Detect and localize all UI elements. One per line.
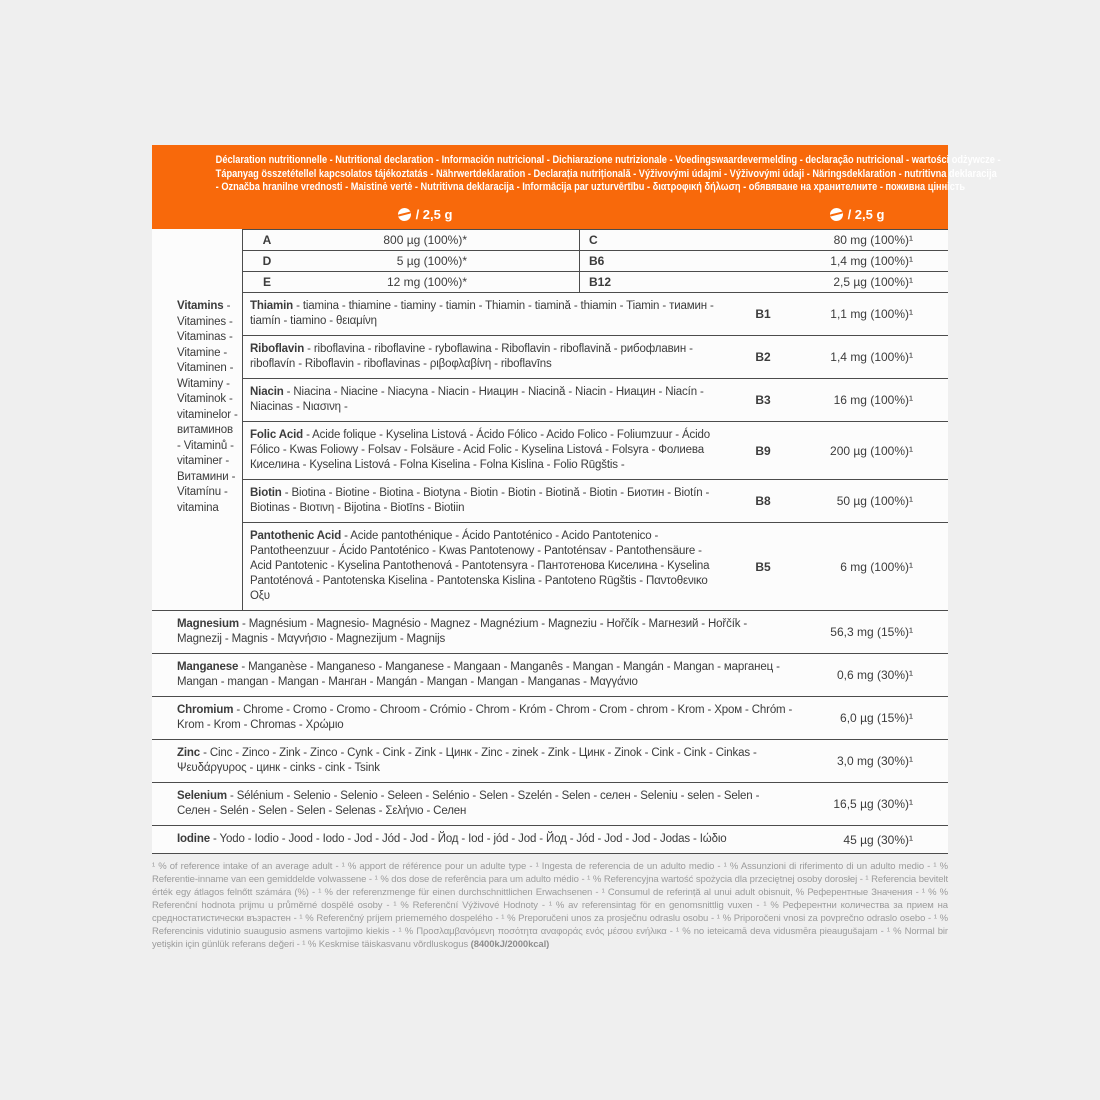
vitamin-e-cell [243,272,579,292]
vitamin-code: D [262,254,272,268]
header-lines [152,145,1001,195]
vitamin-value: 1,1 mg (100%)¹ [830,307,913,321]
mineral-names [152,697,798,739]
vitamin-value: 1,4 mg (100%)¹ [830,254,913,268]
mineral-row-manganese [152,654,948,697]
mineral-value: 3,0 mg (30%)¹ [836,754,913,768]
vitamin-code: B8 [755,494,771,508]
mineral-row-selenium [152,783,948,826]
vitamin-code: B2 [755,350,771,364]
vitamin-row-b9 [243,422,948,480]
mineral-name-bold: Manganese [177,661,239,673]
vitamin-code: B6 [589,254,605,268]
header-line-2: Tápanyag összetétellel kapcsolatos tájékoztatás - Nährwertdeklaration - Declarația nutrițională - Výživovými údajmi - Výživovými údaji - Näringsdeklaration - nutritivna deklaracija [215,167,997,180]
mineral-row-chromium [152,697,948,740]
vitamin-name-bold: Niacin [250,386,284,398]
vitamin-row-b2 [243,336,948,379]
vitamin-code: E [262,275,271,289]
vitamin-name-translations: - Acide pantothénique - Ácido Pantoténico - Acido Pantotenico - Pantotheenzuur - Ácido Pantoténico - Kwas Pantotenowy - Pantoténsav - Pantothensäure - Acid Pantotenic - Kyselina Pantothenová - Pantotensyra - Пантотенова Киселина - Kyselina Pantoténová - Pantotenska Kiselina - Pantotenska Kislina - Pantoteno Rūgštis - Παντοθενικο Οξυ [250,530,710,602]
vitamin-a-c-row [243,230,948,251]
vitamin-names [243,336,728,378]
mineral-value: 16,5 µg (30%)¹ [833,797,913,811]
serving-size-left-label: / 2,5 g [415,207,453,222]
vitamin-code: A [262,233,272,247]
vitamin-names [243,422,728,479]
tablet-icon [828,207,844,223]
vitamin-row-b1 [243,293,948,336]
vitamin-names [243,480,728,522]
vitamin-value: 2,5 µg (100%)¹ [833,275,913,289]
vitamin-value: 800 µg (100%)* [383,233,467,247]
vitamin-code: C [589,233,598,247]
vitamin-value: 1,4 mg (100%)¹ [830,350,913,364]
vitamin-a-cell [243,230,579,250]
serving-size-right [757,207,957,222]
vitamin-name-bold: Biotin [250,487,282,499]
vitamin-b12-cell [579,272,948,292]
vitamin-code: B12 [589,275,612,289]
vitamins-content-column [243,229,948,610]
nutrition-declaration-header [152,145,1001,229]
vitamin-code: B3 [755,393,771,407]
vitamins-label-rest: - Vitamines - Vitaminas - Vitamine - Vitaminen - Witaminy - Vitaminok - vitaminelor - витаминов - Vitaminů - vitaminer - Витамини - Vitamínu - vitamina [177,300,238,514]
mineral-names [152,740,798,782]
vitamin-value: 50 µg (100%)¹ [836,494,913,508]
vitamin-d-b6-row [243,251,948,272]
vitamin-code: B9 [755,443,771,458]
mineral-names [152,826,798,853]
mineral-name-bold: Selenium [177,790,227,802]
header-line-3: - Označba hranilne vrednosti - Maistinė vertė - Nutritivna deklaracija - Informācija par uzturvērtību - διατροφική δήλωση - обявяване на хранителните - поживна цінність [215,181,966,193]
vitamin-value: 6 mg (100%)¹ [840,559,913,574]
mineral-name-bold: Zinc [177,747,201,759]
vitamin-name-bold: Riboflavin [250,343,305,355]
vitamin-name-bold: Pantothenic Acid [250,530,342,542]
vitamin-name-translations: - tiamina - thiamine - tiaminy - tiamin - Thiamin - tiamină - thiamin - Tiamin - тиамин - tiamín - tiamino - θειαμίνη [250,300,714,327]
mineral-names [152,611,798,653]
footnote-text: ¹ % of reference intake of an average adult - ¹ % apport de référence pour un adulte type - ¹ Ingesta de referencia de un adulto medio - ¹ % Assunzioni di riferimento di un adulto medio - ¹ % Referentie-inname van een gemiddelde volwassene - ¹ % dos dose de referência para um adulto médio - ¹ % Referencyjna wartość spożycia dla przeciętnej osoby dorosłej - ¹ Referencia bevitelt érték egy átlagos felnőtt számára (%) - ¹ % der referenzmenge für einen durchschnittlichen Erwachsenen - ¹ Consumul de referință al unui adult obisnuit, % Референтные Значения - ¹ % % Referenční hodnota prijmu u průměrné dospělé osoby - ¹ % Referenční Výživové Hodnoty - ¹ % av referensintag för en genomsnittlig vuxen - ¹ % Референтни количества за прием на средностатистически възрастен - ¹ % Referenčný príjem priememého dospelého - ¹ % Preporučeni unos za prosječnu odraslu osobu - ¹ % Priporočeni vnosi za povprečno odraslo osebo - ¹ % Referencinis vidutinio suaugusio asmens vartojimo kiekis - ¹ % Προσλαμβανόμενη ποσότητα αναφοράς ενός μέσου ενήλικα - ¹ % no ieteicamā deva vidusmēra pieaugušajam - ¹ % Normal bir yetişkin için günlük referans değeri - ¹ % Keskmise täiskasvanu võrdluskogus [152,861,948,950]
mineral-name-bold: Magnesium [177,618,239,630]
vitamins-label-bold: Vitamins [177,300,224,312]
nutrition-table [152,229,948,854]
vitamin-row-b5 [243,523,948,610]
mineral-name-translations: - Magnésium - Magnesio- Magnésio - Magnez - Magnézium - Magneziu - Hořčík - Магнезий - Hořčík - Magnezij - Magnis - Μαγνήσιο - Magnezijum - Magnijs [177,618,748,645]
vitamin-name-bold: Folic Acid [250,429,304,441]
vitamin-name-bold: Thiamin [250,300,294,312]
vitamin-value: 200 µg (100%)¹ [830,443,913,458]
mineral-name-translations: - Sélénium - Selenio - Selenio - Seleen - Selénio - Selen - Szelén - Selen - селен - Seleniu - selen - Selen - Селен - Selén - Selen - Selen - Selenas - Σελήνιο - Селен [177,790,760,817]
vitamin-value: 16 mg (100%)¹ [833,393,913,407]
nutrition-label [152,145,1001,951]
vitamin-name-translations: - Acide folique - Kyselina Listová - Ácido Fólico - Acido Folico - Foliumzuur - Ácido Fólico - Kwas Foliowy - Folsav - Folsäure - Acid Folic - Kyselina Listová - Folsyra - Фолиева Киселина - Kyselina Listová - Folna Kiselina - Folna Kislina - Folio Rūgštis - [250,429,711,471]
vitamins-section [152,229,948,611]
minerals-section [152,611,948,854]
mineral-name-bold: Chromium [177,704,234,716]
vitamin-e-b12-row [243,272,948,293]
serving-size-right-label: / 2,5 g [847,207,885,222]
mineral-name-translations: - Chrome - Cromo - Cromo - Chroom - Crómio - Chrom - Króm - Chrom - Crom - chrom - Krom - Хром - Chróm - Krom - Krom - Chromas - Χρώμιο [177,704,793,731]
vitamin-row-b8 [243,480,948,523]
mineral-value: 6,0 µg (15%)¹ [840,711,913,725]
vitamin-row-b3 [243,379,948,422]
vitamin-names [243,379,728,421]
mineral-row-magnesium [152,611,948,654]
serving-size-left [325,207,525,222]
vitamin-value: 5 µg (100%)* [396,254,467,268]
footnote-energy-bold: (8400kJ/2000kcal) [470,939,550,950]
vitamin-d-cell [243,251,579,271]
vitamin-names [243,523,728,610]
vitamin-name-translations: - riboflavina - riboflavine - ryboflawina - Riboflavin - riboflavină - рибофлавин - riboflavín - Riboflavin - riboflavinas - ριβοφλαβίνη - riboflavīns [250,343,693,370]
serving-size-row [152,207,948,225]
mineral-name-translations: - Yodo - Iodio - Jood - Iodo - Jod - Jód - Jod - Йод - Iod - jód - Jod - Йод - Jód - Jod - Jod - Jodas - Ιώδιο [209,833,727,845]
vitamin-names [243,293,728,335]
vitamin-value: 12 mg (100%)* [386,275,467,289]
mineral-name-bold: Iodine [177,833,210,845]
vitamin-value: 80 mg (100%)¹ [833,233,913,247]
mineral-name-translations: - Manganèse - Manganeso - Manganese - Mangaan - Manganês - Mangan - Mangán - Mangan - марганец - Mangan - mangan - Mangan - Манган - Mangán - Mangan - Mangan - Manganas - Μαγγάνιο [177,661,780,688]
mineral-names [152,783,798,825]
vitamin-c-cell [579,230,948,250]
mineral-value: 45 µg (30%)¹ [843,832,913,847]
vitamin-name-translations: - Niacina - Niacine - Niacyna - Niacin - Ниацин - Niacină - Niacin - Ниацин - Niacín - Niacinas - Νιασινη - [250,386,704,413]
mineral-value: 0,6 mg (30%)¹ [836,668,913,682]
mineral-names [152,654,798,696]
vitamin-name-translations: - Biotina - Biotine - Biotina - Biotyna - Biotin - Biotin - Biotină - Biotin - Биотин - Biotín - Biotinas - Βιοτινη - Bijotina - Biotīns - Biotiin [250,487,710,514]
mineral-row-zinc [152,740,948,783]
mineral-row-iodine [152,826,948,854]
mineral-name-translations: - Cinc - Zinco - Zink - Zinco - Cynk - Cink - Zink - Цинк - Zinc - zinek - Zink - Цинк - Zinok - Cink - Cink - Cinkas - Ψευδάργυρος - цинк - cinks - cink - Tsink [177,747,757,774]
mineral-value: 56,3 mg (15%)¹ [830,625,913,639]
vitamins-label-column [152,229,243,610]
header-line-1: Déclaration nutritionnelle - Nutritional declaration - Información nutricional - Dichiarazione nutrizionale - Voedingswaardevermelding - declaração nutricional - wartości odżywcze - [215,154,1001,166]
tablet-icon [396,207,412,223]
vitamin-code: B1 [755,307,771,321]
reference-intake-footnote [152,860,948,951]
vitamin-code: B5 [755,559,771,574]
vitamin-b6-cell [579,251,948,271]
